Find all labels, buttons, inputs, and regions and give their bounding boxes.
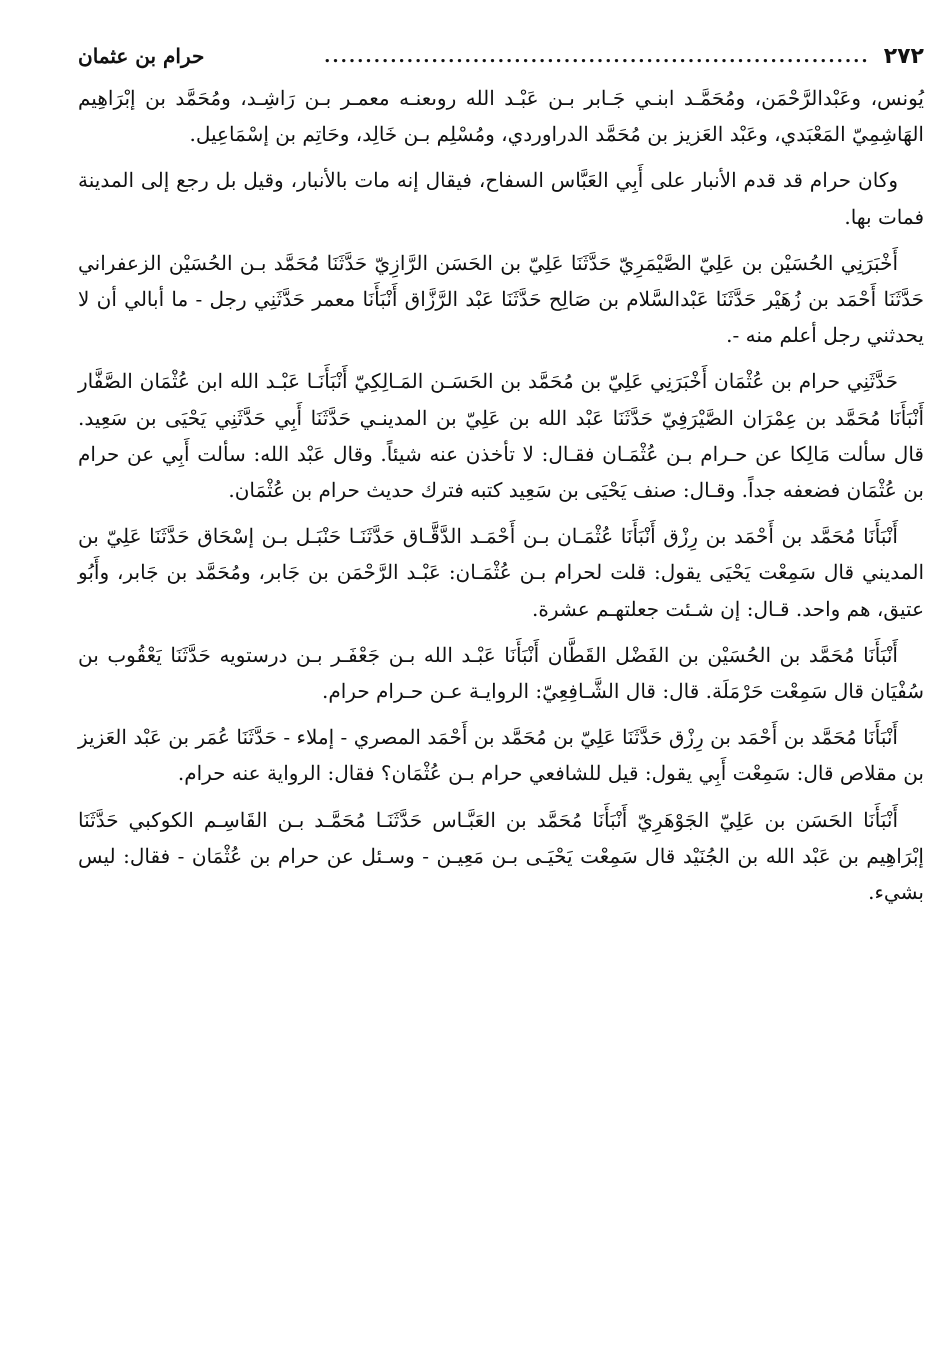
- running-title: حرام بن عثمان: [78, 44, 205, 68]
- paragraph-6: أَنْبَأَنَا مُحَمَّد بن الحُسَيْن بن الفَضْل القَطَّان أَنْبَأَنَا عَبْـد الله بـن جَعْفَـر بـن درستويه حَدَّثَنَا يَعْقُوب بن سُفْيَان قال سَمِعْت حَرْمَلَة. قال: قال الشَّـافِعِيّ: الروايـة عـن حـرام حرام.: [78, 642, 924, 704]
- body-text: [78, 80, 924, 910]
- paragraph-4: حَدَّثَنِي حرام بن عُثْمَان أَخْبَرَنِي عَلِيّ بن مُحَمَّد بن الحَسَـن المَـالِكِيّ أَنْبَأَنَـا عَبْـد الله ابن عُثْمَان الصَّفَّار أَنْبَأَنَا مُحَمَّد بن عِمْرَان الصَّيْرَفِيّ حَدَّثَنَا عَبْد الله بن عَلِيّ بن المدينـي حَدَّثَنَا أَبِي حَدَّثَنِي يَحْيَى بن سَعِيد. قال سألت مَالِكا عن حـرام بـن عُثْمَـان فقـال: لا تأخذن عنه شيئاً. وقال عَبْد الله: سألت أَبِي عن حرام بن عُثْمَان فضعفه جداً. وقـال: صنف يَحْيَى بن سَعِيد كتبه فترك حديث حرام بن عُثْمَان.: [78, 369, 924, 503]
- paragraph-5: أَنْبَأَنَا مُحَمَّد بن أَحْمَد بن رِزْق أَنْبَأَنَا عُثْمَـان بـن أَحْمَـد الدَّقَّـاق حَدَّثَنَـا حَنْبَـل بـن إسْحَاق حَدَّثَنَا عَلِيّ بن المديني قال سَمِعْت يَحْيَى يقول: قلت لحرام بـن عُثْمَـان: عَبْـد الرَّحْمَن بن جَابر، ومُحَمَّد بن جَابر، وأَبُو عتيق، هم واحد. قـال: إن شـئت جعلتهـم عشرة.: [78, 524, 924, 621]
- paragraph-3: أَخْبَرَنِي الحُسَيْن بن عَلِيّ الصَّيْمَرِيّ حَدَّثَنَا عَلِيّ بن الحَسَن الرَّازِيّ حَدَّثَنَا مُحَمَّد بـن الحُسَيْن الزعفراني حَدَّثَنَا أَحْمَد بن زُهَيْر حَدَّثَنَا عَبْدالسَّلام بن صَالِح حَدَّثَنَا عَبْد الرَّزَّاق أَنْبَأَنَا معمر حَدَّثَنِي رجل - ما أبالي أن لا يحدثني رجل أعلم منه -.: [78, 250, 924, 348]
- paragraph-7: أَنْبَأَنَا مُحَمَّد بن أَحْمَد بن رِزْق حَدَّثَنَا عَلِيّ بن مُحَمَّد بن أَحْمَد المصري - إملاء - حَدَّثَنَا عُمَر بن عَبْد العَزيز بن مقلاص قال: سَمِعْت أَبِي يقول: قيل للشافعي حرام بـن عُثْمَان؟ فقال: الرواية عنه حرام.: [78, 725, 924, 786]
- document-page: [78, 36, 924, 1336]
- page-number: ٢٧٢: [883, 43, 924, 69]
- paragraph-2: وكان حرام قد قدم الأنبار على أَبِي العَبَّاس السفاح، فيقال إنه مات بالأنبار، وقيل بل رجع إلى المدينة فمات بها.: [78, 168, 924, 229]
- header-dot-leader: ..................................................................: [324, 45, 870, 67]
- paragraph-1: يُونس، وعَبْدالرَّحْمَن، ومُحَمَّـد ابنـي جَـابر بـن عَبْـد الله روىعنـه معمـر بـن رَاشِـد، ومُحَمَّد بن إبْرَاهِيم الهَاشِمِيّ المَعْبَدي، وعَبْد العَزيز بن مُحَمَّد الدراوردي، ومُسْلِم بـن خَالِد، وحَاتِم بن إسْمَاعِيل.: [78, 86, 924, 147]
- page-header: [78, 36, 924, 76]
- paragraph-8: أَنْبَأَنَا الحَسَن بن عَلِيّ الجَوْهَرِيّ أَنْبَأَنَا مُحَمَّد بن العَبَّـاس حَدَّثَنَـا مُحَمَّـد بـن القَاسِـم الكوكبي حَدَّثَنَا إبْرَاهِيم بن عَبْد الله بن الجُنَيْد قال سَمِعْت يَحْيَـى بـن مَعِيـن - وسـئل عن حرام بن عُثْمَان - فقال: ليس بشيء.: [78, 807, 924, 905]
